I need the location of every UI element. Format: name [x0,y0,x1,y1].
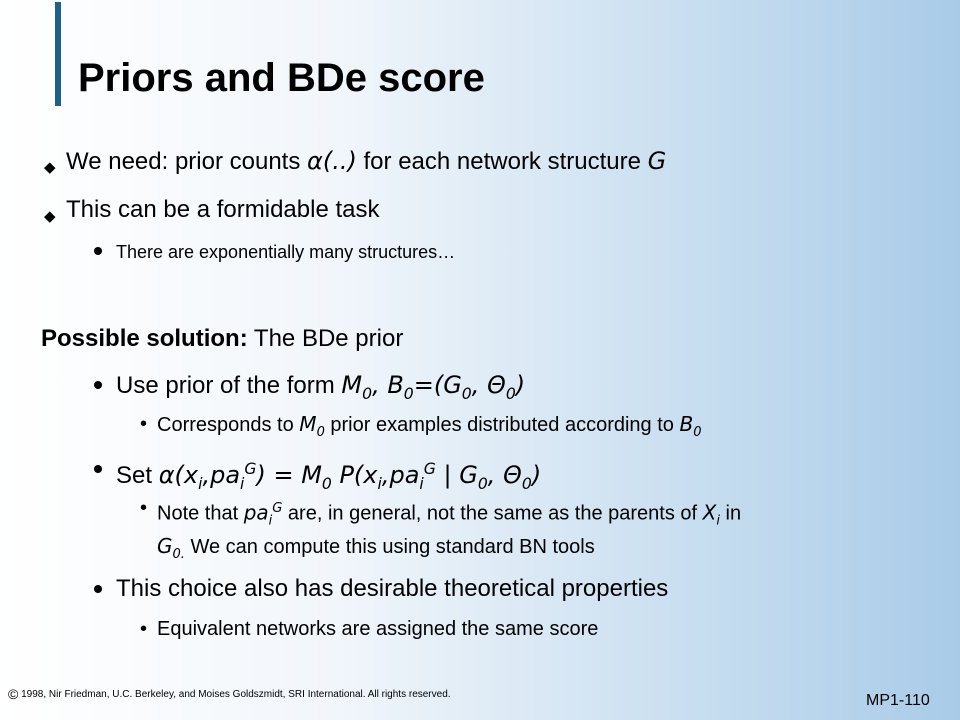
sub-bullet-corresponds [140,412,702,445]
math-part: P(x [331,461,378,489]
copyright-symbol: © [8,686,19,702]
math-sub: 0 [321,474,332,493]
solution-label: Possible solution: [41,325,248,352]
math-sub: 0 [461,384,472,403]
bullet-text: We need: prior counts [66,148,308,175]
math-sub: i [198,474,203,493]
diamond-bullet-icon: ◆ [44,159,56,176]
possible-solution-heading [41,324,403,354]
slide-number: MP1-110 [866,692,930,709]
math-sup: G [423,460,436,478]
alpha-symbol: α [307,147,323,175]
diamond-bullet-icon: ◆ [44,208,56,225]
theta-symbol: Θ [503,461,522,489]
math-m: M [299,412,317,436]
solution-text: The BDe prior [247,325,404,352]
math-b: B [679,412,694,436]
math-part: , [487,461,503,489]
dot-bullet-icon: • [140,413,148,435]
bullet-text: G [647,147,667,175]
math-part: ,pa [381,461,420,489]
bullet-prior-form [116,370,525,409]
math-sup: G [244,460,257,478]
dot-bullet-icon: • [140,497,148,519]
math-b: B [387,371,404,399]
math-sub: 0 [477,474,488,493]
bullet-text: There are exponentially many structures… [116,242,456,262]
sub-bullet-note [140,496,742,567]
math-part: pa [243,500,269,525]
bullet-text: Corresponds to [157,414,300,436]
math-sep: , [372,371,388,399]
bullet-text: (..) [322,147,357,175]
dot-bullet-icon: • [140,618,148,640]
sub-bullet-exponential [116,240,455,264]
math-sub: i [419,474,424,493]
math-sub: i [268,513,273,529]
math-sub: 0 [403,384,414,403]
dot-bullet-icon [94,381,102,389]
math-sub: 0 [505,384,516,403]
math-sub: 0 [362,384,373,403]
bullet-text: are, in general, not the same as the parents of [282,502,703,525]
theta-symbol: Θ [486,371,506,399]
bullet-set-alpha [116,454,541,499]
math-eq: =(G [413,371,462,399]
math-sub: 0 [693,425,702,440]
bullet-formidable-task [44,195,380,225]
math-part: ) [531,461,542,489]
footer-copyright [8,686,451,702]
math-m: M [341,371,363,399]
math-sub: 0. [172,546,185,562]
math-part: | G [435,461,478,489]
math-part: G [157,533,173,558]
math-sub: 0 [521,474,532,493]
sub-bullet-equivalent [140,617,599,642]
slide-title: Priors and BDe score [78,56,485,100]
math-close: ) [515,371,526,399]
copyright-text: 1998, Nir Friedman, U.C. Berkeley, and Moises Goldszmidt, SRI International. All rights reserved. [21,689,451,700]
bullet-text: prior examples distributed according to [324,414,680,436]
bullet-prior-counts [44,146,667,177]
bullet-text: This choice also has desirable theoretical properties [116,575,669,602]
bullet-text: Set [116,462,159,489]
dot-bullet-icon [94,585,102,593]
math-part: (x [174,461,199,489]
math-sub: i [240,474,245,493]
bullet-text: Use prior of the form [116,372,342,399]
math-part: ) = M [256,461,322,489]
math-sep: , [471,371,487,399]
dot-bullet-icon [94,465,102,473]
bullet-text: in [719,502,742,525]
bullet-text: Equivalent networks are assigned the same score [157,618,599,640]
alpha-symbol: α [158,461,175,489]
math-part: ,pa [202,461,241,489]
dot-bullet-icon [94,247,102,255]
math-sub: 0 [316,425,325,440]
bullet-text: This can be a formidable task [66,196,380,223]
bullet-text: for each network structure [356,148,648,175]
math-sup: G [272,501,283,516]
math-part: X [702,500,717,525]
bullet-text: Note that [157,502,244,525]
bullet-desirable-properties [116,574,668,604]
bullet-text: We can compute this using standard BN tools [184,535,595,558]
math-sub: i [377,474,382,493]
title-accent-bar [55,2,61,106]
math-sub: i [716,513,720,529]
